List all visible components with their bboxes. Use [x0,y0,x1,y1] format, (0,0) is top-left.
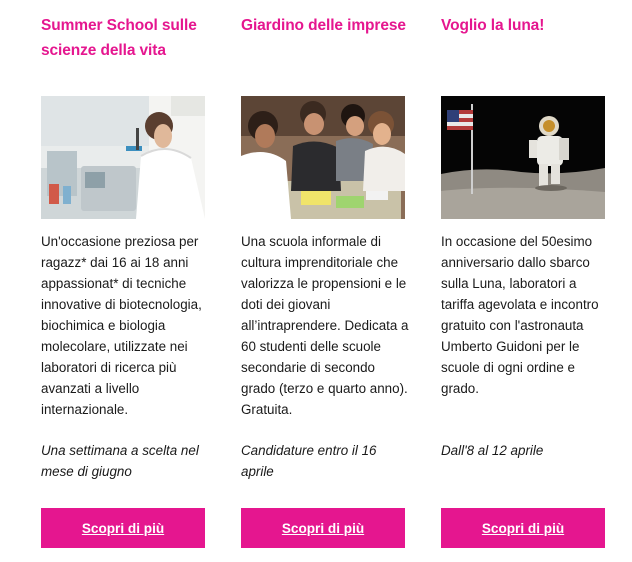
lab-scientist-image[interactable] [41,96,205,219]
discover-more-button[interactable]: Scopri di più [441,508,605,548]
discover-more-button[interactable]: Scopri di più [41,508,205,548]
card-description: Una scuola informale di cultura imprenditoriale che valorizza le propensioni e le doti dei giovani all’intraprendere. Dedicata a 60 studenti delle scuole secondarie di secondo grado (terzo e quarto anno). Gratuita. [241,234,409,417]
card-title[interactable]: Summer School sulle scienze della vita [41,17,197,59]
card-date-note: Candidature entro il 16 aprile [241,443,377,479]
card-title[interactable]: Voglio la luna! [441,17,545,34]
card-date-note: Dall'8 al 12 aprile [441,443,544,458]
moon-landing-image[interactable] [441,96,605,219]
card-title[interactable]: Giardino delle imprese [241,17,406,34]
card-description: In occasione del 50esimo anniversario dallo sbarco sulla Luna, laboratori a tariffa agevolata e incontro gratuito con l'astronauta Umberto Guidoni per le scuole di ogni ordine e grado. [441,234,599,396]
card-date-note: Una settimana a scelta nel mese di giugno [41,443,199,479]
card-description: Un'occasione preziosa per ragazz* dai 16 ai 18 anni appassionat* di tecniche innovative di biotecnologia, biochimica e biologia molecolare, utilizzate nei laboratori di ricerca più avanzati a livello internazionale. [41,234,202,417]
discover-more-button[interactable]: Scopri di più [241,508,405,548]
students-group-image[interactable] [241,96,405,219]
